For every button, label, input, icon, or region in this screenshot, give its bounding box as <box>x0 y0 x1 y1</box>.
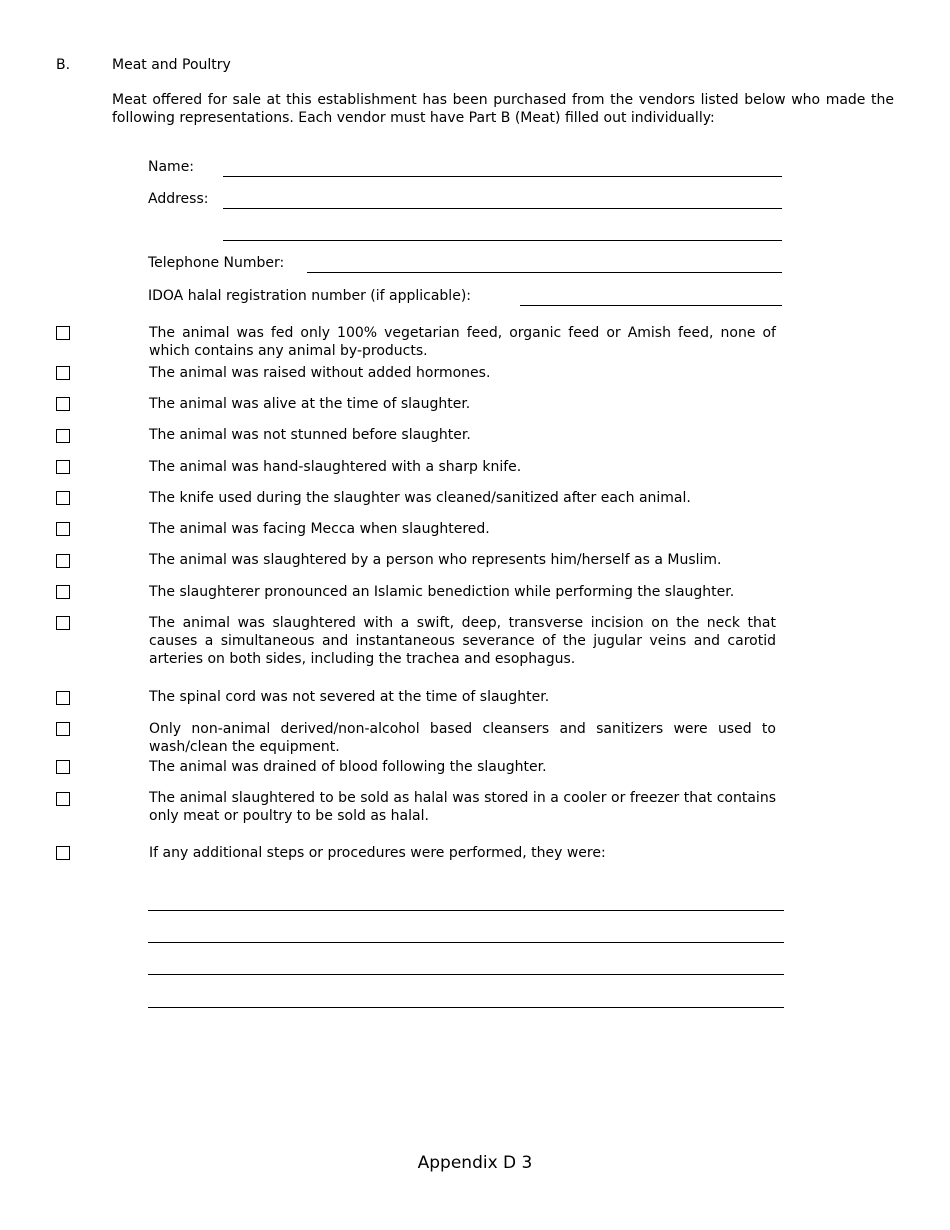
checklist-checkbox-4[interactable] <box>56 429 70 443</box>
checklist-item-1: The animal was fed only 100% vegetarian feed, organic feed or Amish feed, none of which contains any animal by-products. <box>149 325 776 359</box>
checklist-item-11: The spinal cord was not severed at the time of slaughter. <box>149 689 550 705</box>
additional-procedures-line-3[interactable] <box>148 974 784 975</box>
checklist-item-4: The animal was not stunned before slaughter. <box>149 427 471 443</box>
checklist-item-3: The animal was alive at the time of slaughter. <box>149 396 471 412</box>
idoa-registration-label: IDOA halal registration number (if applicable): <box>148 288 471 304</box>
telephone-label: Telephone Number: <box>148 255 285 271</box>
checklist-item-6: The knife used during the slaughter was cleaned/sanitized after each animal. <box>149 490 691 506</box>
checklist-checkbox-13[interactable] <box>56 760 70 774</box>
checklist-item-9: The slaughterer pronounced an Islamic benediction while performing the slaughter. <box>149 584 735 600</box>
checklist-checkbox-8[interactable] <box>56 554 70 568</box>
checklist-item-14: The animal slaughtered to be sold as halal was stored in a cooler or freezer that contains only meat or poultry to be sold as halal. <box>149 790 776 824</box>
additional-procedures-line-4[interactable] <box>148 1007 784 1008</box>
checklist-item-12: Only non-animal derived/non-alcohol based cleansers and sanitizers were used to wash/clean the equipment. <box>149 721 776 755</box>
address-label: Address: <box>148 191 209 207</box>
checklist-item-5: The animal was hand-slaughtered with a sharp knife. <box>149 459 522 475</box>
telephone-field[interactable] <box>307 252 782 273</box>
name-label: Name: <box>148 159 195 175</box>
checklist-checkbox-7[interactable] <box>56 522 70 536</box>
section-intro: Meat offered for sale at this establishment has been purchased from the vendors listed below who made the following representations. Each vendor must have Part B (Meat) filled out individually: <box>112 92 894 126</box>
checklist-item-10: The animal was slaughtered with a swift, deep, transverse incision on the neck that causes a simultaneous and instantaneous severance of the jugular veins and carotid arteries on both sides, including the trachea and esophagus. <box>149 615 776 667</box>
checklist-checkbox-6[interactable] <box>56 491 70 505</box>
checklist-checkbox-10[interactable] <box>56 616 70 630</box>
checklist-item-2: The animal was raised without added hormones. <box>149 365 491 381</box>
address-field-line-1[interactable] <box>223 188 782 209</box>
checklist-item-7: The animal was facing Mecca when slaughtered. <box>149 521 490 537</box>
checklist-item-15: If any additional steps or procedures were performed, they were: <box>149 845 606 861</box>
additional-procedures-line-1[interactable] <box>148 910 784 911</box>
idoa-registration-field[interactable] <box>520 285 782 306</box>
checklist-checkbox-5[interactable] <box>56 460 70 474</box>
checklist-checkbox-12[interactable] <box>56 722 70 736</box>
checklist-checkbox-3[interactable] <box>56 397 70 411</box>
checklist-checkbox-14[interactable] <box>56 792 70 806</box>
checklist-checkbox-1[interactable] <box>56 326 70 340</box>
section-title: Meat and Poultry <box>112 57 231 73</box>
name-field[interactable] <box>223 156 782 177</box>
address-field-line-2[interactable] <box>223 220 782 241</box>
checklist-checkbox-15[interactable] <box>56 846 70 860</box>
checklist-checkbox-9[interactable] <box>56 585 70 599</box>
checklist-checkbox-2[interactable] <box>56 366 70 380</box>
page-footer: Appendix D 3 <box>417 1153 533 1173</box>
checklist-item-13: The animal was drained of blood following the slaughter. <box>149 759 547 775</box>
section-letter: B. <box>56 57 71 73</box>
checklist-checkbox-11[interactable] <box>56 691 70 705</box>
additional-procedures-line-2[interactable] <box>148 942 784 943</box>
checklist-item-8: The animal was slaughtered by a person who represents him/herself as a Muslim. <box>149 552 722 568</box>
